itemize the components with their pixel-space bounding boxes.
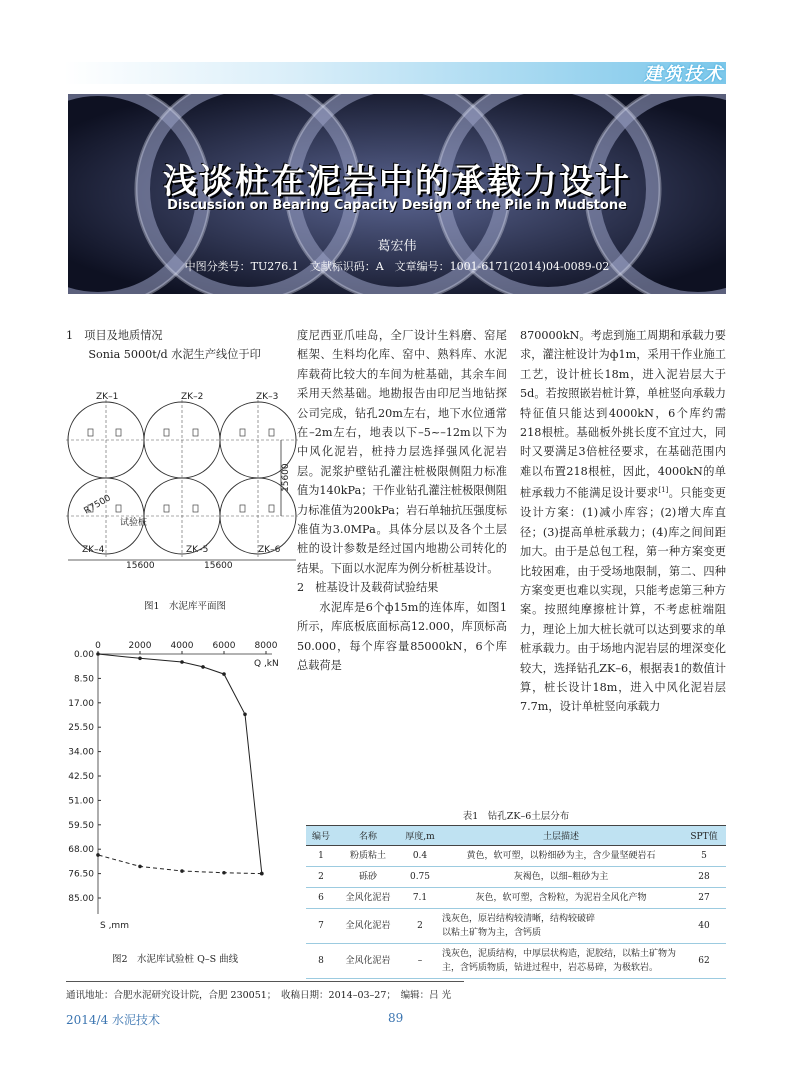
table-cell: 7.1 bbox=[400, 888, 440, 909]
table-cell: 灰褐色，以细–粗砂为主 bbox=[440, 867, 682, 888]
x-tick-label: 4000 bbox=[170, 641, 194, 651]
table-cell: 全风化泥岩 bbox=[336, 944, 400, 979]
loading-curve bbox=[98, 654, 262, 874]
data-point bbox=[201, 665, 205, 669]
table-cell: 浅灰色，泥质结构，中厚层状构造，泥胶结，以粘土矿物为主，含钙质物质，钻进过程中，岩芯易碎，为极软岩。 bbox=[440, 944, 682, 979]
x-tick-label: 0 bbox=[95, 641, 101, 651]
page-number: 89 bbox=[388, 1011, 404, 1025]
data-point bbox=[222, 672, 226, 676]
y-tick-label: 51.00 bbox=[68, 796, 94, 807]
table-cell: 砾砂 bbox=[336, 867, 400, 888]
column-header: 编号 bbox=[306, 826, 336, 846]
header-strip bbox=[64, 62, 726, 84]
table-cell: 全风化泥岩 bbox=[336, 909, 400, 944]
table-cell: 27 bbox=[682, 888, 726, 909]
y-tick-label: 76.50 bbox=[68, 869, 94, 880]
table-cell: 浅灰色，原岩结构较清晰，结构较破碎 以粘土矿物为主，含钙质 bbox=[440, 909, 682, 944]
data-point bbox=[180, 869, 184, 873]
data-point bbox=[243, 712, 247, 716]
dimension-label: 15600 bbox=[204, 561, 233, 571]
data-point bbox=[138, 865, 142, 869]
radius-label: R7500 bbox=[82, 493, 113, 517]
y-tick-label: 85.00 bbox=[68, 894, 94, 904]
borehole-label: ZK–6 bbox=[258, 545, 281, 555]
paragraph: 度尼西亚爪哇岛，全厂设计生料磨、窑尾框架、生料均化库、窑中、熟料库、水泥库载荷比较大的车间为桩基础，其余车间采用天然基础。地勘报告由印尼当地钻探公司完成，钻孔20m左右，地下水位通常在–2m左右，地表以下–5~–12m以下为中风化泥岩，桩持力层选择强风化泥岩层。泥浆护壁钻孔灌注桩极限侧阻力标准值为140kPa；干作业钻孔灌注桩极限侧阻力标准值为200kPa；岩石单轴抗压强度标准值为3.0MPa。具体分层以及各个土层桩的设计参数是经过国内地勘公司转化的结果。下面以水泥库为例分析桩基设计。 bbox=[297, 329, 507, 575]
soil-layer-table bbox=[306, 825, 726, 979]
table-cell: 6 bbox=[306, 888, 336, 909]
dimension-label: 15600 bbox=[281, 463, 291, 492]
figure-1-caption: 图1 水泥库平面图 bbox=[144, 601, 227, 612]
x-tick-label: 2000 bbox=[128, 641, 152, 651]
y-tick-label: 34.00 bbox=[68, 747, 94, 758]
table-row bbox=[306, 944, 726, 979]
table-cell: 8 bbox=[306, 944, 336, 979]
table-cell: 2 bbox=[400, 909, 440, 944]
article-title: 浅谈桩在泥岩中的承载力设计 bbox=[163, 162, 631, 202]
table-cell: 全风化泥岩 bbox=[336, 888, 400, 909]
borehole-label: ZK–3 bbox=[256, 392, 279, 402]
data-point bbox=[180, 660, 184, 664]
y-tick-label: 17.00 bbox=[68, 698, 94, 709]
figure-2-qs-chart bbox=[66, 636, 294, 936]
column-header: SPT值 bbox=[682, 826, 726, 846]
y-tick-label: 42.50 bbox=[68, 772, 94, 782]
journal-issue: 2014/4 水泥技术 bbox=[66, 1013, 161, 1027]
table-cell: 28 bbox=[682, 867, 726, 888]
footer-note: 通讯地址：合肥水泥研究设计院，合肥 230051； 收稿日期：2014–03–27； 编辑：吕 光 bbox=[66, 990, 452, 1001]
paragraph-intro: Sonia 5000t/d 水泥生产线位于印 bbox=[88, 348, 261, 361]
y-tick-label: 68.00 bbox=[68, 845, 94, 856]
table-1 bbox=[306, 808, 726, 979]
text-run: 870000kN。考虑到施工周期和承载力要求，灌注桩设计为ф1m，采用干作业施工工艺，设计桩长18m，进入泥岩层大于5d。若按照嵌岩桩计算，单桩竖向承载力特征值只能达到4000kN，6个库约需218根桩。基础板外挑长度不宜过大，同时又要满足3倍桩径要求，在基础范围内难以布置218根桩，因此，4000kN的单桩承载力不能满足设计要求 bbox=[520, 329, 726, 500]
table-cell: 62 bbox=[682, 944, 726, 979]
table-cell: – bbox=[400, 944, 440, 979]
table-cell: 0.75 bbox=[400, 867, 440, 888]
figure-2-caption: 图2 水泥库试验桩 Q–S 曲线 bbox=[112, 954, 239, 965]
figure-1-plan bbox=[66, 382, 298, 582]
y-tick-label: 0.00 bbox=[73, 650, 94, 660]
table-cell: 40 bbox=[682, 909, 726, 944]
x-tick-label: 6000 bbox=[212, 641, 236, 651]
data-point bbox=[260, 872, 264, 876]
table-cell: 0.4 bbox=[400, 846, 440, 867]
data-point bbox=[138, 657, 142, 661]
y-axis-label: S ,mm bbox=[100, 921, 129, 931]
y-tick-label: 25.50 bbox=[68, 723, 94, 734]
text-run: 。只能变更设计方案：(1)减小库容；(2)增大库直径；(3)提高单桩承载力；(4)库之间间距加大。由于是总包工程，第一种方案变更比较困难，由于受场地限制，第二、四种方案变更也难以实现，只能考虑第三种方案。按照纯摩擦桩计算，不考虑桩端阻力，理论上加大桩长就可以达到要求的单桩承载力。由于场地内泥岩层的埋深变化较大，选择钻孔ZK–6，根据表1的数值计算，桩长设计18m，进入中风化泥岩层7.7m，设计单桩竖向承载力 bbox=[520, 486, 726, 714]
borehole-label: ZK–1 bbox=[96, 392, 119, 402]
table-cell: 2 bbox=[306, 867, 336, 888]
table-row bbox=[306, 909, 726, 944]
table-row bbox=[306, 846, 726, 867]
x-axis-label: Q ,kN bbox=[254, 659, 279, 669]
x-tick-label: 8000 bbox=[254, 641, 278, 651]
section-title: 建筑技术 bbox=[644, 64, 724, 85]
table-cell: 黄色，软可塑，以粉细砂为主，含少量坚硬岩石 bbox=[440, 846, 682, 867]
table-header-row bbox=[306, 826, 726, 846]
table-row bbox=[306, 867, 726, 888]
section-heading-2: 2 桩基设计及载荷试验结果 bbox=[297, 581, 439, 595]
dimension-label: 15600 bbox=[126, 561, 155, 571]
data-point bbox=[96, 853, 100, 857]
column-2-text bbox=[297, 326, 507, 675]
table-row bbox=[306, 888, 726, 909]
column-header: 土层描述 bbox=[440, 826, 682, 846]
section-heading-1: 1 项目及地质情况 bbox=[66, 329, 163, 342]
column-1-text bbox=[66, 326, 291, 364]
footer-divider bbox=[66, 981, 464, 982]
paragraph bbox=[520, 326, 726, 717]
table-cell: 5 bbox=[682, 846, 726, 867]
borehole-label: ZK–5 bbox=[186, 545, 209, 555]
borehole-label: ZK–2 bbox=[181, 392, 204, 402]
paragraph: 水泥库是6个ф15m的连体库，如图1所示，库底板底面标高12.000，库顶标高50.000，每个库容量85000kN，6个库总载荷是 bbox=[297, 600, 507, 672]
column-header: 厚度,m bbox=[400, 826, 440, 846]
table-cell: 粉质粘土 bbox=[336, 846, 400, 867]
unloading-curve bbox=[98, 855, 262, 874]
table-cell: 灰色，软可塑，含粉粒，为泥岩全风化产物 bbox=[440, 888, 682, 909]
title-banner bbox=[68, 94, 726, 294]
y-tick-label: 8.50 bbox=[73, 674, 94, 685]
article-title-english: Discussion on Bearing Capacity Design of the Pile in Mudstone bbox=[167, 198, 627, 213]
borehole-label: ZK–4 bbox=[82, 545, 105, 555]
table-caption: 表1 钻孔ZK–6土层分布 bbox=[462, 811, 570, 822]
column-header: 名称 bbox=[336, 826, 400, 846]
y-tick-label: 59.50 bbox=[68, 820, 94, 831]
table-cell: 7 bbox=[306, 909, 336, 944]
table-cell: 1 bbox=[306, 846, 336, 867]
author-name: 葛宏伟 bbox=[377, 239, 417, 254]
reference-mark: [1] bbox=[658, 486, 669, 495]
column-3-text bbox=[520, 326, 726, 717]
pile-label: 试验桩 bbox=[120, 518, 148, 528]
classification-line: 中图分类号：TU276.1 文献标识码：A 文章编号：1001-6171(2014)04-0089-02 bbox=[184, 260, 610, 273]
data-point bbox=[96, 652, 100, 656]
data-point bbox=[222, 871, 226, 875]
